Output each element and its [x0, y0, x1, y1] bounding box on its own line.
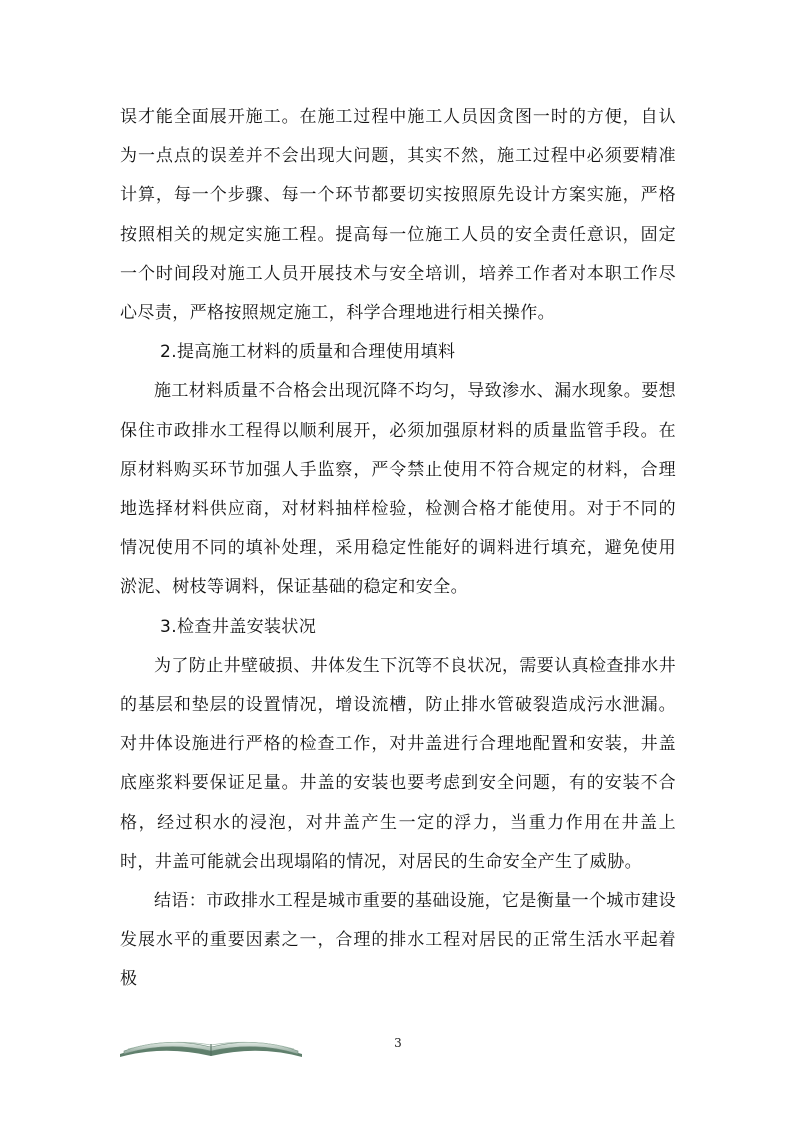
paragraph-materials: 施工材料质量不合格会出现沉降不均匀，导致渗水、漏水现象。要想保住市政排水工程得以顺利展开，必须加强原材料的质量监管手段。在原材料购买环节加强人手监察，严令禁止使用不符合规定的材料，合理地选择材料供应商，对材料抽样检验，检测合格才能使用。对于不同的情况使用不同的填补处理，采用稳定性能好的调料进行填充，避免使用淤泥、树枝等调料，保证基础的稳定和安全。 — [120, 381, 676, 598]
paragraph-conclusion: 结语：市政排水工程是城市重要的基础设施，它是衡量一个城市建设发展水平的重要因素之一，合理的排水工程对居民的正常生活水平起着极 — [120, 891, 676, 990]
page-number: 3 — [394, 1036, 402, 1050]
open-book-icon — [116, 1030, 306, 1060]
paragraph-manhole: 为了防止井壁破损、井体发生下沉等不良状况，需要认真检查排水井的基层和垫层的设置情况，增设流槽，防止排水管破裂造成污水泄漏。对井体设施进行严格的检查工作，对井盖进行合理地配置和安装，井盖底座浆料要保证足量。井盖的安装也要考虑到安全问题，有的安装不合格，经过积水的浸泡，对井盖产生一定的浮力，当重力作用在井盖上时，井盖可能就会出现塌陷的情况，对居民的生命安全产生了威胁。 — [120, 655, 676, 872]
section-heading-3: 3.检查井盖安装状况 — [160, 616, 317, 637]
document-body — [120, 98, 676, 1000]
paragraph-continuation: 误才能全面展开施工。在施工过程中施工人员因贪图一时的方便，自认为一点点的误差并不会出现大问题，其实不然，施工过程中必须要精准计算，每一个步骤、每一个环节都要切实按照原先设计方案实施，严格按照相关的规定实施工程。提高每一位施工人员的安全责任意识，固定一个时间段对施工人员开展技术与安全培训，培养工作者对本职工作尽心尽责，严格按照规定施工，科学合理地进行相关操作。 — [120, 107, 676, 324]
section-heading-2: 2.提高施工材料的质量和合理使用填料 — [160, 342, 456, 363]
